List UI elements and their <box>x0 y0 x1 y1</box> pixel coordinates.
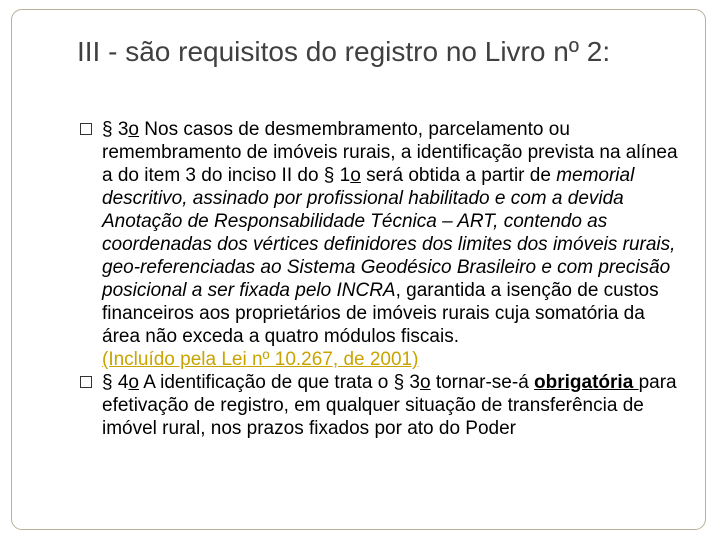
para1-italic: memorial descritivo, assinado por profissional habilitado e com a devida Anotação de Responsabilidade Técnica – ART, contendo as coordenadas dos vértices definidores dos limites dos imóveis rurais, geo-referenciadas ao Sistema Geodésico Brasileiro e com precisão posicional a ser fixada pelo INCRA <box>102 165 676 301</box>
checkbox-bullet-icon <box>80 376 92 388</box>
para2-bold: obrigatória <box>534 372 639 393</box>
para2-sup2: o <box>419 372 431 393</box>
para2-text-a: A identificação de que trata o § 3 <box>139 372 420 393</box>
paragraph-3 <box>80 118 680 371</box>
para1-lead: § 3 <box>102 119 129 140</box>
para1-text-b: será obtida a partir de <box>360 165 557 186</box>
para1-sup: o <box>128 119 139 140</box>
para2-lead: § 4 <box>102 372 129 393</box>
paragraph-4 <box>80 371 680 440</box>
law-link[interactable]: (Incluído pela Lei nº 10.267, de 2001) <box>102 349 419 370</box>
para1-text-c: , garantida a isenção de custos financeiros aos proprietários de imóveis rurais cuja somatória da área não exceda a quatro módulos fiscais. <box>102 280 659 347</box>
slide-title: III - são requisitos do registro no Livro nº 2: <box>77 36 611 67</box>
checkbox-bullet-icon <box>80 123 92 135</box>
para1-text-a: Nos casos de desmembramento, parcelamento ou remembramento de imóveis rurais, a identificação prevista na alínea a do item 3 do inciso II do § 1 <box>102 119 678 186</box>
para1-sup2: o <box>350 165 361 186</box>
slide-body <box>80 118 680 440</box>
para2-sup: o <box>128 372 139 393</box>
para2-text-c: para efetivação de registro, em qualquer situação de transferência de imóvel rural, nos prazos fixados por ato do Poder <box>102 372 677 439</box>
para2-text-b: tornar-se-á <box>430 372 535 393</box>
